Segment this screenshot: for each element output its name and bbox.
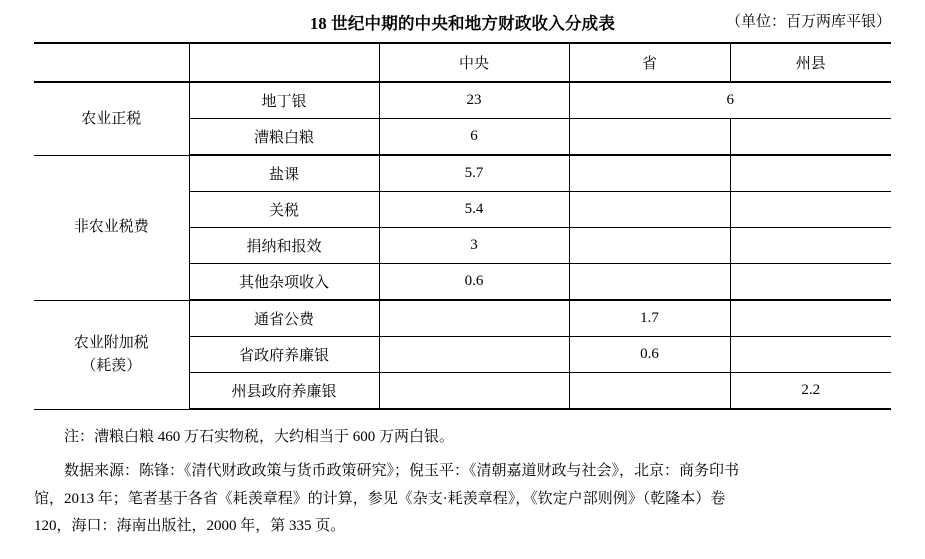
table-row xyxy=(34,82,891,119)
category-surtax-line2: （耗羡） xyxy=(81,357,142,374)
value-prefecture-tongsheng xyxy=(730,300,891,337)
title-row xyxy=(34,0,891,34)
value-central-qita: 0.6 xyxy=(379,264,569,301)
header-province: 省 xyxy=(569,43,730,82)
table-row xyxy=(34,300,891,337)
value-central-dingyin: 23 xyxy=(379,82,569,119)
category-surtax-line1: 农业附加税 xyxy=(73,335,149,351)
value-prefecture-zhouxian-yanglian: 2.2 xyxy=(730,373,891,410)
fiscal-table xyxy=(34,42,891,410)
table-row xyxy=(34,155,891,192)
item-yanke: 盐课 xyxy=(189,155,379,192)
notes-block xyxy=(34,424,891,541)
header-blank-item xyxy=(189,43,379,82)
value-province-yanke xyxy=(569,155,730,192)
header-prefecture: 州县 xyxy=(730,43,891,82)
source-block xyxy=(34,458,891,541)
item-sheng-yanglianyin: 省政府养廉银 xyxy=(189,337,379,373)
item-tongsheng-gongfei: 通省公费 xyxy=(189,300,379,337)
item-juanna: 捐纳和报效 xyxy=(189,228,379,264)
item-dingyin: 地丁银 xyxy=(189,82,379,119)
value-central-zhouxian-yanglian xyxy=(379,373,569,410)
value-central-yanke: 5.7 xyxy=(379,155,569,192)
category-agricultural-tax: 农业正税 xyxy=(34,82,189,155)
value-province-qita xyxy=(569,264,730,301)
page-title: 18 世纪中期的中央和地方财政收入分成表 xyxy=(309,14,616,33)
item-guanshui: 关税 xyxy=(189,192,379,228)
source-line-1: 数据来源：陈锋：《清代财政政策与货币政策研究》；倪玉平：《清朝嘉道财政与社会》，北京：商务印书 xyxy=(64,462,740,479)
value-central-juanna: 3 xyxy=(379,228,569,264)
table-header-row xyxy=(34,43,891,82)
value-province-tongsheng: 1.7 xyxy=(569,300,730,337)
value-province-sheng-yanglian: 0.6 xyxy=(569,337,730,373)
value-prefecture-yanke xyxy=(730,155,891,192)
value-prefecture-sheng-yanglian xyxy=(730,337,891,373)
header-blank-category xyxy=(34,43,189,82)
value-central-sheng-yanglian xyxy=(379,337,569,373)
value-central-caoliang: 6 xyxy=(379,119,569,156)
source-line-3: 120，海口：海南出版社，2000 年，第 335 页。 xyxy=(34,518,346,535)
value-province-juanna xyxy=(569,228,730,264)
value-prefecture-qita xyxy=(730,264,891,301)
unit-note: （单位：百万两库平银） xyxy=(725,14,891,30)
category-nonagricultural-tax: 非农业税费 xyxy=(34,155,189,300)
item-qita: 其他杂项收入 xyxy=(189,264,379,301)
value-prefecture-juanna xyxy=(730,228,891,264)
table-note: 注：漕粮白粮 460 万石实物税，大约相当于 600 万两白银。 xyxy=(64,429,455,445)
value-province-zhouxian-yanglian xyxy=(569,373,730,410)
value-central-guanshui: 5.4 xyxy=(379,192,569,228)
value-province-zhou-dingyin: 6 xyxy=(569,82,891,119)
source-line-2: 馆，2013 年；笔者基于各省《耗羡章程》的计算，参见《杂支·耗羡章程》，《钦定户部则例》（乾隆本）卷 xyxy=(34,490,726,507)
value-province-caoliang xyxy=(569,119,730,156)
value-prefecture-caoliang xyxy=(730,119,891,156)
value-prefecture-guanshui xyxy=(730,192,891,228)
item-caoliang: 漕粮白粮 xyxy=(189,119,379,156)
value-central-tongsheng xyxy=(379,300,569,337)
item-zhouxian-yanglianyin: 州县政府养廉银 xyxy=(189,373,379,410)
header-central: 中央 xyxy=(379,43,569,82)
category-agricultural-surtax xyxy=(34,300,189,409)
value-province-guanshui xyxy=(569,192,730,228)
